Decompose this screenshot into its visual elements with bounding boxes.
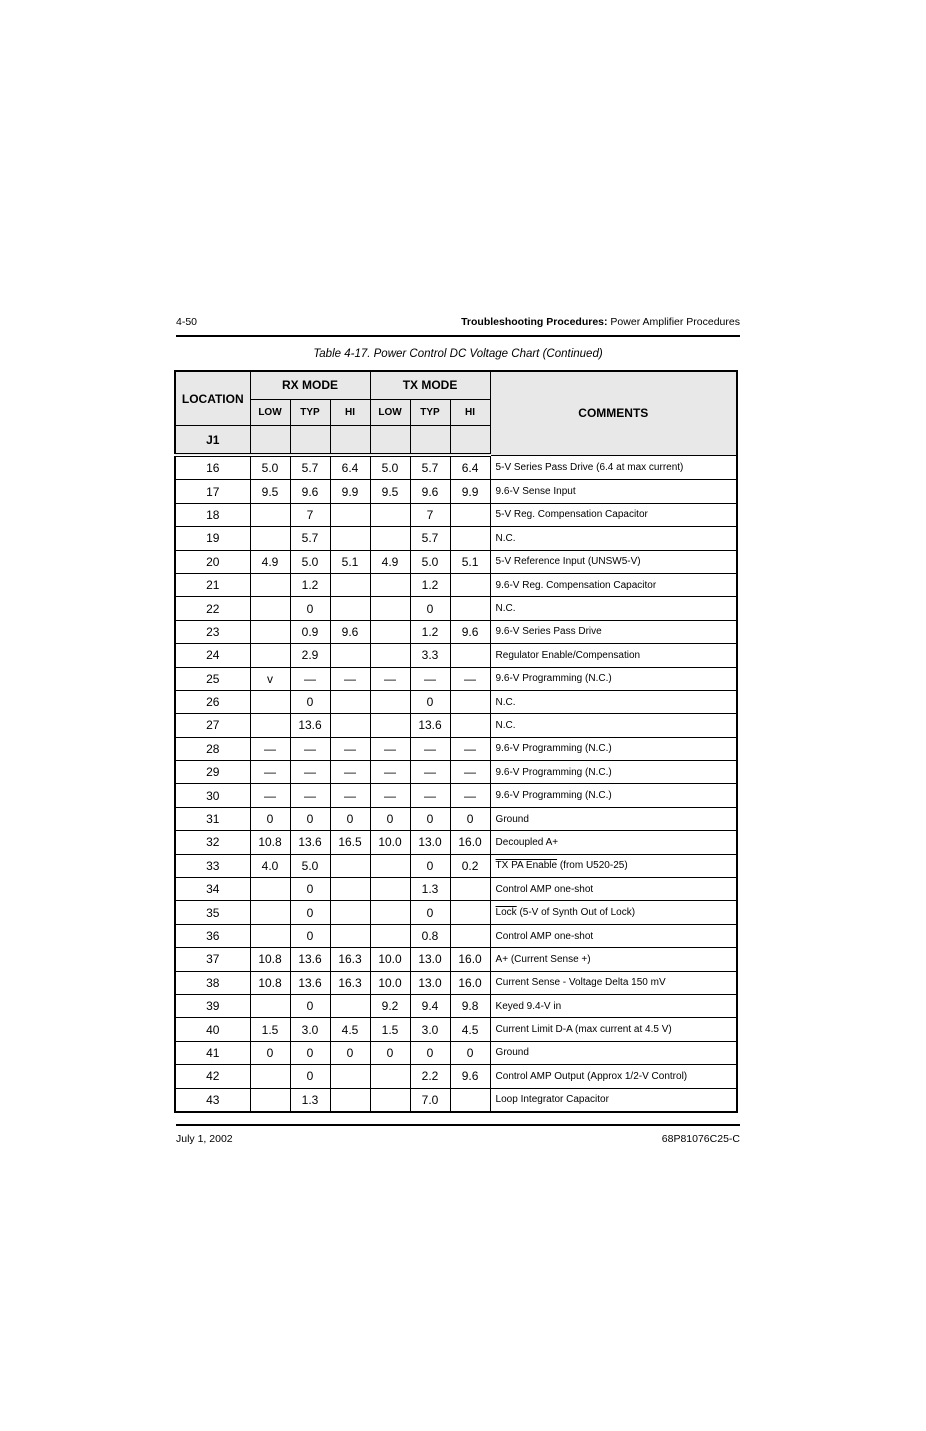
tx-typ-cell: 1.2: [410, 620, 450, 643]
comment-cell: [490, 901, 737, 924]
tx-hi-cell: [450, 690, 490, 713]
comment-cell: Control AMP one-shot: [490, 878, 737, 901]
tx-hi-cell: [450, 644, 490, 667]
tx-typ-cell: 0: [410, 597, 450, 620]
tx-typ-cell: 13.0: [410, 948, 450, 971]
rx-hi-cell: —: [330, 667, 370, 690]
comment-cell: 5-V Reference Input (UNSW5-V): [490, 550, 737, 573]
table-row: [175, 480, 737, 503]
rx-typ-cell: 5.0: [290, 550, 330, 573]
tx-hi-cell: [450, 527, 490, 550]
rx-low-cell: [250, 924, 290, 947]
rx-hi-cell: 6.4: [330, 455, 370, 480]
comment-cell: 9.6-V Programming (N.C.): [490, 784, 737, 807]
tx-typ-cell: 0: [410, 690, 450, 713]
header-spacer-cell: [330, 426, 370, 456]
tx-hi-cell: 9.6: [450, 1065, 490, 1088]
table-row: [175, 901, 737, 924]
tx-hi-cell: [450, 573, 490, 596]
tx-typ-cell: —: [410, 667, 450, 690]
tx-low-cell: 9.5: [370, 480, 410, 503]
header-spacer-cell: [450, 426, 490, 456]
tx-typ-cell: 0: [410, 901, 450, 924]
table-row: [175, 690, 737, 713]
rx-hi-cell: 9.6: [330, 620, 370, 643]
tx-low-cell: 9.2: [370, 994, 410, 1017]
comment-cell: 9.6-V Programming (N.C.): [490, 761, 737, 784]
tx-low-cell: [370, 527, 410, 550]
rx-low-cell: [250, 901, 290, 924]
comment-text: (from U520-25): [557, 860, 628, 872]
comment-cell: Keyed 9.4-V in: [490, 994, 737, 1017]
table-body: [175, 455, 737, 1112]
location-cell: 36: [175, 924, 250, 947]
rx-typ-cell: 0.9: [290, 620, 330, 643]
comment-cell: Current Sense - Voltage Delta 150 mV: [490, 971, 737, 994]
comment-cell: N.C.: [490, 714, 737, 737]
comment-cell: 9.6-V Programming (N.C.): [490, 667, 737, 690]
tx-hi-cell: 0.2: [450, 854, 490, 877]
tx-low-cell: [370, 854, 410, 877]
rx-hi-cell: 16.3: [330, 948, 370, 971]
tx-hi-cell: [450, 878, 490, 901]
rx-low-cell: —: [250, 761, 290, 784]
table-row: [175, 1018, 737, 1041]
header-spacer-cell: [370, 426, 410, 456]
tx-low-cell: 4.9: [370, 550, 410, 573]
comment-cell: N.C.: [490, 597, 737, 620]
tx-typ-cell: 0.8: [410, 924, 450, 947]
header-spacer-cell: [410, 426, 450, 456]
rx-typ-cell: —: [290, 784, 330, 807]
comment-cell: 9.6-V Reg. Compensation Capacitor: [490, 573, 737, 596]
rx-typ-cell: 1.2: [290, 573, 330, 596]
tx-typ-cell: 5.7: [410, 455, 450, 480]
tx-low-cell: [370, 924, 410, 947]
tx-typ-cell: 7: [410, 503, 450, 526]
table-caption: Table 4-17. Power Control DC Voltage Chart (Continued): [313, 348, 603, 360]
location-cell: 41: [175, 1041, 250, 1064]
tx-typ-cell: —: [410, 737, 450, 760]
tx-typ-cell: 13.0: [410, 971, 450, 994]
tx-low-cell: [370, 644, 410, 667]
rx-hi-cell: [330, 854, 370, 877]
comment-cell: 9.6-V Series Pass Drive: [490, 620, 737, 643]
rx-low-cell: [250, 690, 290, 713]
table-row: [175, 784, 737, 807]
rx-hi-cell: [330, 597, 370, 620]
comment-text: (5-V of Synth Out of Lock): [516, 907, 636, 919]
rx-hi-cell: 16.3: [330, 971, 370, 994]
rx-typ-cell: —: [290, 667, 330, 690]
rx-low-cell: 1.5: [250, 1018, 290, 1041]
location-cell: 37: [175, 948, 250, 971]
footer-rule: [176, 1124, 740, 1126]
rx-low-header: LOW: [250, 399, 290, 426]
tx-low-cell: [370, 1088, 410, 1112]
tx-typ-cell: 13.6: [410, 714, 450, 737]
tx-typ-header: TYP: [410, 399, 450, 426]
table-row: [175, 971, 737, 994]
tx-hi-cell: 9.6: [450, 620, 490, 643]
tx-hi-cell: 9.9: [450, 480, 490, 503]
tx-low-cell: [370, 573, 410, 596]
comment-cell: Regulator Enable/Compensation: [490, 644, 737, 667]
rx-hi-cell: [330, 994, 370, 1017]
table-row: [175, 1088, 737, 1112]
tx-low-cell: [370, 597, 410, 620]
rx-hi-cell: —: [330, 737, 370, 760]
rx-low-cell: [250, 503, 290, 526]
comment-cell: Loop Integrator Capacitor: [490, 1088, 737, 1112]
rx-low-cell: 5.0: [250, 455, 290, 480]
location-cell: 22: [175, 597, 250, 620]
rx-hi-cell: [330, 573, 370, 596]
tx-hi-cell: [450, 924, 490, 947]
header-spacer-cell: [250, 426, 290, 456]
tx-typ-cell: 5.7: [410, 527, 450, 550]
rx-low-cell: [250, 994, 290, 1017]
tx-low-cell: [370, 1065, 410, 1088]
location-cell: 26: [175, 690, 250, 713]
location-cell: 32: [175, 831, 250, 854]
rx-typ-cell: 9.6: [290, 480, 330, 503]
tx-low-cell: [370, 714, 410, 737]
active-low-signal-name: Lock: [495, 907, 517, 919]
rx-low-cell: v: [250, 667, 290, 690]
header-spacer-cell: [290, 426, 330, 456]
rx-typ-cell: —: [290, 737, 330, 760]
tx-typ-cell: —: [410, 761, 450, 784]
location-cell: 34: [175, 878, 250, 901]
table-row: [175, 714, 737, 737]
tx-hi-cell: —: [450, 737, 490, 760]
tx-typ-cell: 3.3: [410, 644, 450, 667]
table-row: [175, 667, 737, 690]
location-cell: 16: [175, 455, 250, 480]
tx-low-cell: —: [370, 761, 410, 784]
rx-typ-cell: 2.9: [290, 644, 330, 667]
table-row: [175, 620, 737, 643]
tx-low-cell: 0: [370, 1041, 410, 1064]
location-header: LOCATION: [175, 371, 250, 426]
rx-low-cell: 0: [250, 1041, 290, 1064]
rx-low-cell: 10.8: [250, 948, 290, 971]
comment-cell: 9.6-V Sense Input: [490, 480, 737, 503]
rx-typ-cell: 0: [290, 597, 330, 620]
tx-low-cell: —: [370, 667, 410, 690]
location-cell: 43: [175, 1088, 250, 1112]
rx-low-cell: [250, 644, 290, 667]
tx-hi-cell: 6.4: [450, 455, 490, 480]
tx-low-header: LOW: [370, 399, 410, 426]
tx-typ-cell: 0: [410, 1041, 450, 1064]
rx-hi-cell: [330, 714, 370, 737]
table-row: [175, 1041, 737, 1064]
rx-typ-header: TYP: [290, 399, 330, 426]
table-row: [175, 1065, 737, 1088]
active-low-signal-name: TX PA Enable: [495, 860, 558, 872]
table-row: [175, 924, 737, 947]
rx-typ-cell: 0: [290, 994, 330, 1017]
tx-hi-cell: [450, 714, 490, 737]
rx-typ-cell: 0: [290, 1041, 330, 1064]
comments-header: COMMENTS: [490, 371, 737, 455]
table-row: [175, 644, 737, 667]
rx-typ-cell: —: [290, 761, 330, 784]
tx-low-cell: 0: [370, 807, 410, 830]
tx-typ-cell: 13.0: [410, 831, 450, 854]
location-cell: 42: [175, 1065, 250, 1088]
tx-mode-header: TX MODE: [370, 371, 490, 399]
rx-typ-cell: 0: [290, 1065, 330, 1088]
location-cell: 30: [175, 784, 250, 807]
tx-low-cell: 10.0: [370, 831, 410, 854]
tx-hi-cell: [450, 503, 490, 526]
rx-low-cell: 10.8: [250, 971, 290, 994]
rx-hi-cell: [330, 878, 370, 901]
tx-typ-cell: 1.3: [410, 878, 450, 901]
page-number: 4-50: [176, 316, 198, 328]
rx-low-cell: [250, 527, 290, 550]
table-row: [175, 573, 737, 596]
page-footer: [176, 1133, 740, 1147]
table-row: [175, 948, 737, 971]
rx-typ-cell: 0: [290, 807, 330, 830]
tx-low-cell: 10.0: [370, 971, 410, 994]
rx-low-cell: [250, 573, 290, 596]
tx-low-cell: 5.0: [370, 455, 410, 480]
rx-hi-cell: 9.9: [330, 480, 370, 503]
rx-low-cell: [250, 620, 290, 643]
rx-low-cell: [250, 1065, 290, 1088]
rx-typ-cell: 3.0: [290, 1018, 330, 1041]
rx-hi-cell: [330, 1065, 370, 1088]
rx-typ-cell: 7: [290, 503, 330, 526]
rx-hi-cell: [330, 644, 370, 667]
comment-cell: Ground: [490, 1041, 737, 1064]
comment-cell: Decoupled A+: [490, 831, 737, 854]
comment-cell: Control AMP Output (Approx 1/2-V Control): [490, 1065, 737, 1088]
rx-typ-cell: 0: [290, 878, 330, 901]
table-row: [175, 503, 737, 526]
voltage-chart-table: [174, 370, 738, 1113]
rx-typ-cell: 0: [290, 901, 330, 924]
rx-hi-cell: 0: [330, 1041, 370, 1064]
rx-low-cell: —: [250, 737, 290, 760]
table-row: [175, 807, 737, 830]
tx-hi-cell: 4.5: [450, 1018, 490, 1041]
comment-cell: N.C.: [490, 527, 737, 550]
rx-low-cell: —: [250, 784, 290, 807]
comment-cell: 5-V Series Pass Drive (6.4 at max current): [490, 455, 737, 480]
location-cell: 39: [175, 994, 250, 1017]
tx-low-cell: 1.5: [370, 1018, 410, 1041]
rx-hi-cell: 0: [330, 807, 370, 830]
page-header: [176, 316, 740, 330]
location-cell: 17: [175, 480, 250, 503]
tx-typ-cell: 9.6: [410, 480, 450, 503]
table-row: [175, 550, 737, 573]
rx-hi-cell: —: [330, 784, 370, 807]
tx-hi-cell: [450, 1088, 490, 1112]
rx-hi-cell: [330, 924, 370, 947]
connector-header: J1: [175, 426, 250, 456]
location-cell: 38: [175, 971, 250, 994]
tx-hi-cell: 0: [450, 807, 490, 830]
rx-hi-cell: [330, 901, 370, 924]
comment-cell: A+ (Current Sense +): [490, 948, 737, 971]
comment-cell: N.C.: [490, 690, 737, 713]
table-row: [175, 761, 737, 784]
tx-hi-cell: 16.0: [450, 971, 490, 994]
rx-low-cell: [250, 714, 290, 737]
location-cell: 35: [175, 901, 250, 924]
tx-hi-cell: 9.8: [450, 994, 490, 1017]
rx-low-cell: 10.8: [250, 831, 290, 854]
rx-hi-cell: —: [330, 761, 370, 784]
tx-typ-cell: 7.0: [410, 1088, 450, 1112]
rx-typ-cell: 0: [290, 690, 330, 713]
rx-hi-cell: 5.1: [330, 550, 370, 573]
tx-low-cell: —: [370, 737, 410, 760]
table-row: [175, 994, 737, 1017]
rx-typ-cell: 5.0: [290, 854, 330, 877]
table-row: [175, 527, 737, 550]
location-cell: 20: [175, 550, 250, 573]
rx-typ-cell: 13.6: [290, 971, 330, 994]
comment-cell: 5-V Reg. Compensation Capacitor: [490, 503, 737, 526]
tx-hi-cell: 16.0: [450, 948, 490, 971]
location-cell: 19: [175, 527, 250, 550]
tx-low-cell: [370, 878, 410, 901]
tx-low-cell: [370, 503, 410, 526]
comment-cell: Current Limit D-A (max current at 4.5 V): [490, 1018, 737, 1041]
rx-typ-cell: 13.6: [290, 948, 330, 971]
comment-cell: [490, 854, 737, 877]
location-cell: 27: [175, 714, 250, 737]
location-cell: 21: [175, 573, 250, 596]
header-rule: [176, 335, 740, 337]
rx-low-cell: 0: [250, 807, 290, 830]
tx-low-cell: [370, 690, 410, 713]
tx-typ-cell: 0: [410, 854, 450, 877]
tx-low-cell: 10.0: [370, 948, 410, 971]
rx-typ-cell: 0: [290, 924, 330, 947]
rx-hi-cell: [330, 1088, 370, 1112]
rx-hi-cell: 4.5: [330, 1018, 370, 1041]
comment-cell: Ground: [490, 807, 737, 830]
location-cell: 25: [175, 667, 250, 690]
tx-hi-cell: 5.1: [450, 550, 490, 573]
tx-typ-cell: 9.4: [410, 994, 450, 1017]
rx-low-cell: [250, 597, 290, 620]
section-title-rest: Power Amplifier Procedures: [607, 316, 740, 328]
tx-typ-cell: —: [410, 784, 450, 807]
tx-hi-cell: 0: [450, 1041, 490, 1064]
rx-low-cell: [250, 878, 290, 901]
tx-low-cell: —: [370, 784, 410, 807]
location-cell: 18: [175, 503, 250, 526]
rx-hi-cell: [330, 527, 370, 550]
rx-typ-cell: 5.7: [290, 455, 330, 480]
rx-typ-cell: 13.6: [290, 714, 330, 737]
comment-cell: 9.6-V Programming (N.C.): [490, 737, 737, 760]
tx-typ-cell: 2.2: [410, 1065, 450, 1088]
rx-mode-header: RX MODE: [250, 371, 370, 399]
section-title: [461, 316, 740, 328]
footer-date: July 1, 2002: [176, 1133, 233, 1145]
tx-low-cell: [370, 901, 410, 924]
tx-hi-header: HI: [450, 399, 490, 426]
location-cell: 33: [175, 854, 250, 877]
rx-hi-cell: [330, 690, 370, 713]
rx-low-cell: 4.0: [250, 854, 290, 877]
table-row: [175, 878, 737, 901]
rx-hi-header: HI: [330, 399, 370, 426]
table-row: [175, 597, 737, 620]
section-title-bold: Troubleshooting Procedures:: [461, 316, 608, 328]
tx-hi-cell: —: [450, 667, 490, 690]
rx-typ-cell: 13.6: [290, 831, 330, 854]
tx-hi-cell: —: [450, 784, 490, 807]
table-row: [175, 455, 737, 480]
tx-typ-cell: 3.0: [410, 1018, 450, 1041]
tx-low-cell: [370, 620, 410, 643]
tx-hi-cell: 16.0: [450, 831, 490, 854]
location-cell: 28: [175, 737, 250, 760]
tx-hi-cell: [450, 597, 490, 620]
rx-hi-cell: [330, 503, 370, 526]
rx-typ-cell: 5.7: [290, 527, 330, 550]
table-row: [175, 854, 737, 877]
voltage-table-wrapper: [174, 370, 736, 1113]
rx-hi-cell: 16.5: [330, 831, 370, 854]
rx-low-cell: [250, 1088, 290, 1112]
table-row: [175, 737, 737, 760]
rx-low-cell: 4.9: [250, 550, 290, 573]
location-cell: 23: [175, 620, 250, 643]
tx-hi-cell: —: [450, 761, 490, 784]
location-cell: 24: [175, 644, 250, 667]
location-cell: 40: [175, 1018, 250, 1041]
tx-typ-cell: 5.0: [410, 550, 450, 573]
table-row: [175, 831, 737, 854]
location-cell: 31: [175, 807, 250, 830]
comment-cell: Control AMP one-shot: [490, 924, 737, 947]
rx-typ-cell: 1.3: [290, 1088, 330, 1112]
rx-low-cell: 9.5: [250, 480, 290, 503]
tx-hi-cell: [450, 901, 490, 924]
location-cell: 29: [175, 761, 250, 784]
tx-typ-cell: 0: [410, 807, 450, 830]
footer-document-number: 68P81076C25-C: [661, 1133, 740, 1145]
tx-typ-cell: 1.2: [410, 573, 450, 596]
